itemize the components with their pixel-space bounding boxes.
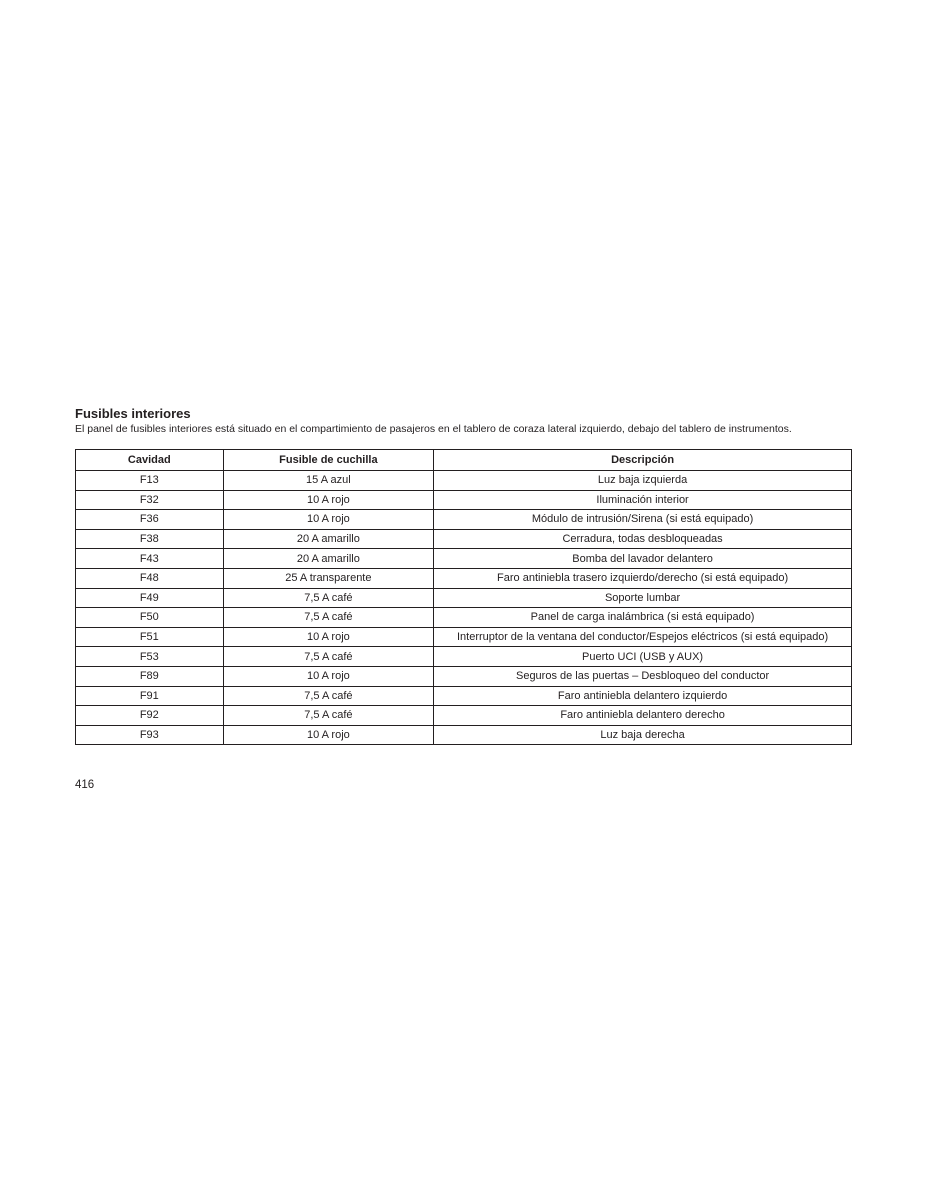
fuse-cell: 10 A rojo [223, 490, 434, 510]
fuse-cell: 7,5 A café [223, 686, 434, 706]
fuse-cell: 15 A azul [223, 471, 434, 491]
description-cell: Faro antiniebla delantero derecho [434, 706, 852, 726]
table-row [76, 471, 852, 491]
cavity-cell: F38 [76, 529, 224, 549]
cavity-cell: F53 [76, 647, 224, 667]
fuse-table [75, 449, 852, 745]
table-row [76, 706, 852, 726]
cavity-cell: F36 [76, 510, 224, 530]
table-row [76, 568, 852, 588]
table-row [76, 490, 852, 510]
section-title: Fusibles interiores [75, 406, 191, 421]
table-row [76, 725, 852, 745]
cavity-cell: F50 [76, 608, 224, 628]
page-number: 416 [75, 779, 95, 791]
description-cell: Faro antiniebla trasero izquierdo/derecho (si está equipado) [434, 568, 852, 588]
cavity-cell: F51 [76, 627, 224, 647]
cavity-cell: F13 [76, 471, 224, 491]
description-cell: Panel de carga inalámbrica (si está equipado) [434, 608, 852, 628]
fuse-cell: 10 A rojo [223, 666, 434, 686]
table-row [76, 608, 852, 628]
fuse-cell: 10 A rojo [223, 725, 434, 745]
description-cell: Bomba del lavador delantero [434, 549, 852, 569]
description-cell: Iluminación interior [434, 490, 852, 510]
description-cell: Cerradura, todas desbloqueadas [434, 529, 852, 549]
fuse-cell: 7,5 A café [223, 706, 434, 726]
fuse-cell: 20 A amarillo [223, 549, 434, 569]
cavity-cell: F49 [76, 588, 224, 608]
description-cell: Luz baja derecha [434, 725, 852, 745]
table-row [76, 647, 852, 667]
cavity-cell: F91 [76, 686, 224, 706]
fuse-cell: 25 A transparente [223, 568, 434, 588]
description-cell: Puerto UCI (USB y AUX) [434, 647, 852, 667]
description-cell: Luz baja izquierda [434, 471, 852, 491]
table-row [76, 588, 852, 608]
table-row [76, 666, 852, 686]
table-row [76, 549, 852, 569]
description-cell: Faro antiniebla delantero izquierdo [434, 686, 852, 706]
fuse-cell: 7,5 A café [223, 647, 434, 667]
section-intro: El panel de fusibles interiores está situado en el compartimiento de pasajeros en el tablero de coraza lateral izquierdo, debajo del tablero de instrumentos. [75, 423, 792, 435]
cavity-cell: F32 [76, 490, 224, 510]
table-row [76, 529, 852, 549]
column-header-blade-fuse: Fusible de cuchilla [223, 450, 434, 471]
cavity-cell: F48 [76, 568, 224, 588]
cavity-cell: F93 [76, 725, 224, 745]
cavity-cell: F92 [76, 706, 224, 726]
table-row [76, 627, 852, 647]
cavity-cell: F89 [76, 666, 224, 686]
fuse-cell: 20 A amarillo [223, 529, 434, 549]
description-cell: Seguros de las puertas – Desbloqueo del conductor [434, 666, 852, 686]
fuse-cell: 7,5 A café [223, 608, 434, 628]
fuse-cell: 7,5 A café [223, 588, 434, 608]
table-row [76, 510, 852, 530]
column-header-cavity: Cavidad [76, 450, 224, 471]
fuse-section [75, 406, 852, 436]
description-cell: Soporte lumbar [434, 588, 852, 608]
description-cell: Interruptor de la ventana del conductor/Espejos eléctricos (si está equipado) [434, 627, 852, 647]
table-header-row [76, 450, 852, 471]
cavity-cell: F43 [76, 549, 224, 569]
fuse-cell: 10 A rojo [223, 627, 434, 647]
description-cell: Módulo de intrusión/Sirena (si está equipado) [434, 510, 852, 530]
table-row [76, 686, 852, 706]
column-header-description: Descripción [434, 450, 852, 471]
fuse-cell: 10 A rojo [223, 510, 434, 530]
